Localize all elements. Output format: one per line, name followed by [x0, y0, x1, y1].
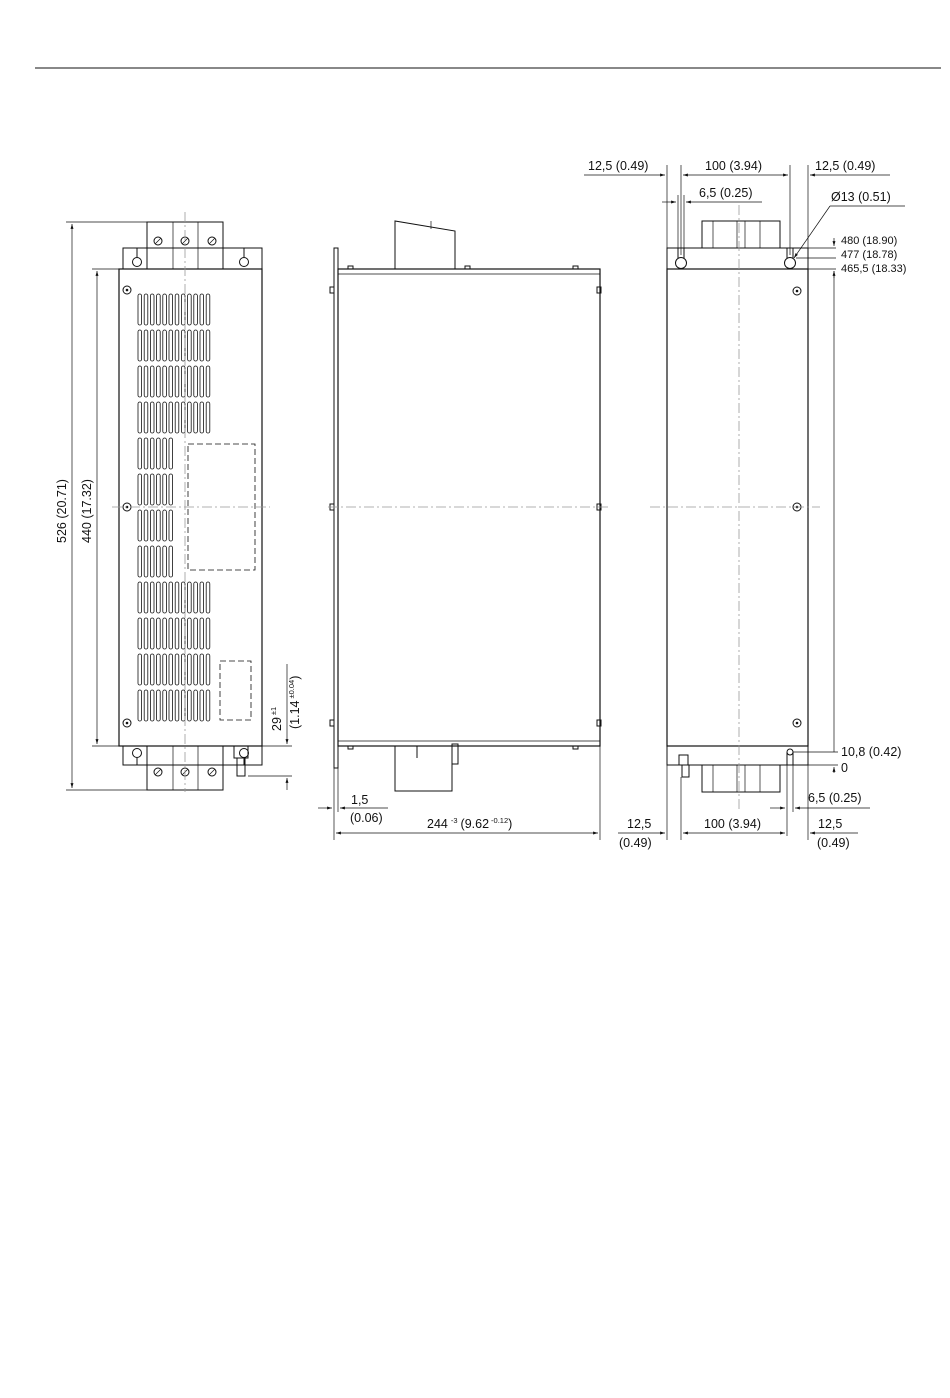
depth-label: 244 $^{-3}$ (9.62 $^{-0.12}$) [427, 816, 513, 831]
ground-terminal-icon [234, 746, 248, 776]
terminal-screw-icon [154, 768, 162, 776]
terminal-screw-icon [208, 768, 216, 776]
terminal-screw-icon [154, 237, 162, 245]
side-view [318, 221, 610, 840]
level-10-8-label: 10,8 (0.42) [841, 745, 902, 759]
keyhole-slot-icon [133, 248, 142, 267]
level-0-label: 0 [841, 761, 848, 775]
side-bottom-terminal [395, 746, 452, 791]
wall-thickness-inch-label: (0.06) [350, 811, 383, 825]
ground-terminal-icon [679, 755, 689, 777]
housing-front [119, 269, 262, 746]
slot-width-top-label: 6,5 (0.25) [699, 186, 753, 200]
body-height-label: 440 (17.32) [80, 479, 94, 543]
keyhole-slot-icon [240, 248, 249, 267]
level-480-label: 480 (18.90) [841, 235, 898, 247]
slot-width-bottom-label: 6,5 (0.25) [808, 791, 862, 805]
terminal-offset-label: $29^{\pm 1}$ [269, 706, 284, 731]
bottom-right-margin-inch-label: (0.49) [817, 836, 850, 850]
top-spacing-label: 100 (3.94) [705, 159, 762, 173]
keyhole-slot-icon [240, 749, 249, 766]
hole-diameter-label: Ø13 (0.51) [831, 190, 891, 204]
rear-top-terminal [702, 221, 780, 248]
terminal-screw-icon [208, 237, 216, 245]
level-465-label: 465,5 (18.33) [841, 263, 907, 275]
bottom-left-margin-label: 12,5 [627, 817, 652, 831]
level-477-label: 477 (18.78) [841, 249, 898, 261]
top-right-margin-label: 12,5 (0.49) [815, 159, 876, 173]
housing-side [338, 269, 600, 746]
keyhole-slot-icon [133, 749, 142, 766]
rear-view [584, 159, 906, 850]
top-left-margin-label: 12,5 (0.49) [588, 159, 649, 173]
side-top-terminal [395, 221, 455, 269]
bottom-right-margin-label: 12,5 [818, 817, 843, 831]
housing-rear [667, 269, 808, 746]
rear-bottom-terminal [702, 765, 780, 792]
bottom-mounting-flange [123, 746, 262, 765]
bottom-left-margin-inch-label: (0.49) [619, 836, 652, 850]
overall-height-label: 526 (20.71) [55, 479, 69, 543]
bottom-spacing-label: 100 (3.94) [704, 817, 761, 831]
front-view [55, 212, 302, 792]
wall-thickness-label: 1,5 [351, 793, 369, 807]
terminal-offset-inch-label: $(1.14^{\pm 0.04})$ [287, 675, 302, 729]
keyhole-slot-icon [787, 749, 793, 765]
